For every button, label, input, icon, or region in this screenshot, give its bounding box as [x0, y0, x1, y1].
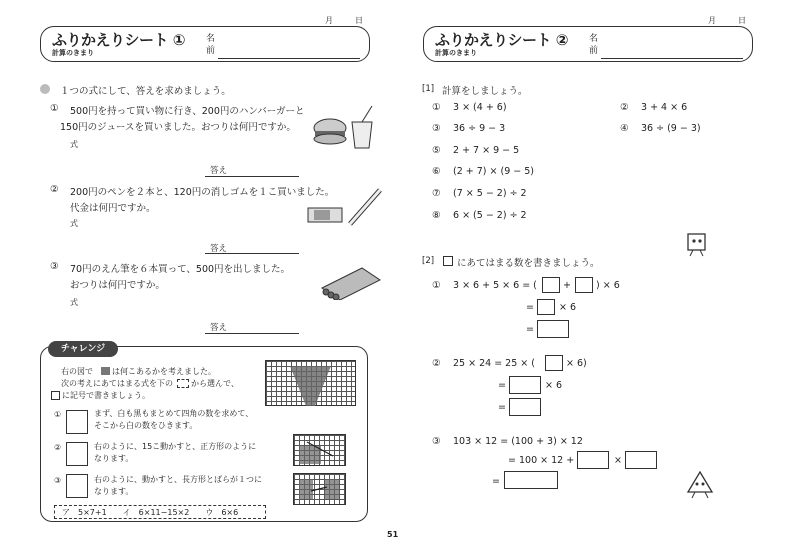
name-label: 名 — [206, 34, 216, 44]
hamburger-drink-icon — [312, 104, 378, 150]
bullet-icon — [40, 84, 50, 94]
fill-expression: × 6 — [559, 302, 577, 313]
challenge-item-text: なります。 — [94, 487, 134, 496]
section2-instruction: にあてはまる数を書きましょう。 — [457, 258, 600, 269]
fill-expression: = 100 × 12 + — [508, 455, 575, 466]
challenge-item-text: 右のように、動かすと、長方形とばらが１つに — [94, 475, 262, 484]
challenge-intro: に記号で書きましょう。 — [62, 391, 150, 400]
answer-box[interactable] — [509, 376, 541, 394]
problem-number: ① — [50, 103, 59, 114]
challenge-badge: チャレンジ — [48, 341, 118, 357]
challenge-answer-box[interactable] — [66, 410, 88, 434]
problem-text: おつりは何円ですか。 — [70, 280, 165, 291]
problem-number: ② — [50, 184, 59, 195]
calc-expression: (7 × 5 − 2) ÷ 2 — [453, 188, 527, 199]
answer-field[interactable] — [205, 253, 299, 254]
triangle-mascot-icon — [686, 470, 714, 500]
calc-number: ① — [432, 102, 441, 113]
name-label-2: 前 — [206, 46, 216, 56]
equals-sign: = — [492, 476, 500, 487]
problem-text: 代金は何円ですか。 — [70, 203, 156, 214]
problem-text: 150円のジュースを買いました。おつりは何円ですか。 — [60, 122, 296, 133]
challenge-intro: は何こあるかを考えました。 — [112, 367, 216, 376]
choices-text: ア 5×7+1 イ 6×11−15×2 ウ 6×6 — [62, 508, 239, 517]
fill-expression: × 6) — [566, 358, 587, 369]
calc-expression: 2 + 7 × 9 − 5 — [453, 145, 520, 156]
calc-number: ⑤ — [432, 145, 441, 156]
name-label: 名 — [589, 34, 599, 44]
answer-box[interactable] — [625, 451, 657, 469]
challenge-item-number: ① — [54, 410, 62, 419]
answer-label: 答え — [210, 244, 228, 254]
calc-number: ③ — [432, 123, 441, 134]
challenge-intro: 次の考えにあてはまる式を下の — [61, 379, 173, 388]
page-number: 51 — [387, 530, 399, 539]
equals-sign: = — [498, 380, 506, 391]
month-label: 月 — [325, 16, 333, 25]
challenge-intro: 右の図で — [61, 367, 93, 376]
challenge-item-text: 右のように、15こ動かすと、正方形のように — [94, 442, 257, 451]
calc-number: ⑧ — [432, 210, 441, 221]
rectangle-figure-arrows — [293, 473, 346, 505]
name-field[interactable] — [601, 58, 743, 59]
square-mascot-icon — [684, 232, 710, 258]
calc-expression: 36 ÷ 9 − 3 — [453, 123, 506, 134]
problem-number: ③ — [50, 261, 59, 272]
answer-box[interactable] — [545, 355, 563, 371]
section-label: [1] — [422, 84, 435, 94]
equals-sign: = — [498, 402, 506, 413]
calc-number: ② — [620, 102, 629, 113]
equals-sign: = — [526, 302, 534, 313]
section-label: [2] — [422, 256, 435, 266]
plus-sign: + — [563, 280, 571, 291]
calc-expression: 6 × (5 − 2) ÷ 2 — [453, 210, 527, 221]
shiki-label: 式 — [70, 140, 78, 149]
problem-text: 200円のペンを２本と、120円の消しゴムを１こ買いました。 — [70, 187, 335, 198]
answer-label: 答え — [210, 166, 228, 176]
problem-text: 70円のえん筆を６本買って、500円を出しました。 — [70, 264, 291, 275]
calc-number: ⑥ — [432, 166, 441, 177]
challenge-item-text: そこから白の数をひきます。 — [94, 421, 198, 430]
fill-expression: 103 × 12 = (100 + 3) × 12 — [453, 436, 583, 447]
blank-box-icon — [51, 391, 60, 400]
fill-number: ③ — [432, 436, 441, 447]
shiki-label: 式 — [70, 298, 78, 307]
fill-number: ① — [432, 280, 441, 291]
fill-expression: × 6 — [545, 380, 563, 391]
problem-text: 500円を持って買い物に行き、200円のハンバーガーと — [70, 106, 305, 117]
name-label-2: 前 — [589, 46, 599, 56]
answer-field[interactable] — [205, 333, 299, 334]
calc-expression: (2 + 7) × (9 − 5) — [453, 166, 535, 177]
pencil-box-icon — [318, 262, 384, 300]
challenge-item-number: ③ — [54, 476, 62, 485]
shiki-label: 式 — [70, 219, 78, 228]
answer-box[interactable] — [504, 471, 558, 489]
equals-sign: = — [526, 324, 534, 335]
challenge-answer-box[interactable] — [66, 442, 88, 466]
blank-box-icon — [443, 256, 453, 266]
month-label: 月 — [708, 16, 716, 25]
challenge-item-number: ② — [54, 443, 62, 452]
calc-number: ⑦ — [432, 188, 441, 199]
answer-field[interactable] — [205, 176, 299, 177]
section1-instruction: 計算をしましょう。 — [442, 86, 528, 97]
challenge-item-text: まず、白も黒もまとめて四角の数を求めて、 — [94, 409, 254, 418]
fill-expression: ) × 6 — [596, 280, 620, 291]
right-subtitle: 計算のきまり — [435, 49, 477, 57]
right-title: ふりかえりシート ② — [435, 31, 568, 49]
calc-expression: 36 ÷ (9 − 3) — [641, 123, 701, 134]
name-field[interactable] — [218, 58, 360, 59]
calc-expression: 3 × (4 + 6) — [453, 102, 507, 113]
triangle-figure — [265, 360, 356, 406]
calc-expression: 3 + 4 × 6 — [641, 102, 688, 113]
fill-expression: 25 × 24 = 25 × ( — [453, 358, 535, 369]
answer-box[interactable] — [542, 277, 560, 293]
fill-number: ② — [432, 358, 441, 369]
challenge-item-text: なります。 — [94, 454, 134, 463]
left-instruction: １つの式にして、答えを求めましょう。 — [60, 86, 231, 97]
answer-label: 答え — [210, 323, 228, 333]
square-figure-arrows — [293, 434, 346, 466]
left-subtitle: 計算のきまり — [52, 49, 94, 57]
answer-box[interactable] — [509, 398, 541, 416]
challenge-intro: から選んで、 — [191, 379, 239, 388]
choice-frame-icon — [177, 379, 189, 388]
black-square-icon — [101, 367, 110, 375]
left-title: ふりかえりシート ① — [52, 31, 185, 49]
day-label: 日 — [738, 16, 746, 25]
challenge-answer-box[interactable] — [66, 474, 88, 498]
pen-eraser-icon — [306, 186, 386, 230]
times-sign: × — [614, 455, 622, 466]
answer-box[interactable] — [537, 320, 569, 338]
fill-expression: 3 × 6 + 5 × 6 = ( — [453, 280, 537, 291]
answer-box[interactable] — [577, 451, 609, 469]
calc-number: ④ — [620, 123, 629, 134]
answer-box[interactable] — [537, 299, 555, 315]
day-label: 日 — [355, 16, 363, 25]
answer-box[interactable] — [575, 277, 593, 293]
